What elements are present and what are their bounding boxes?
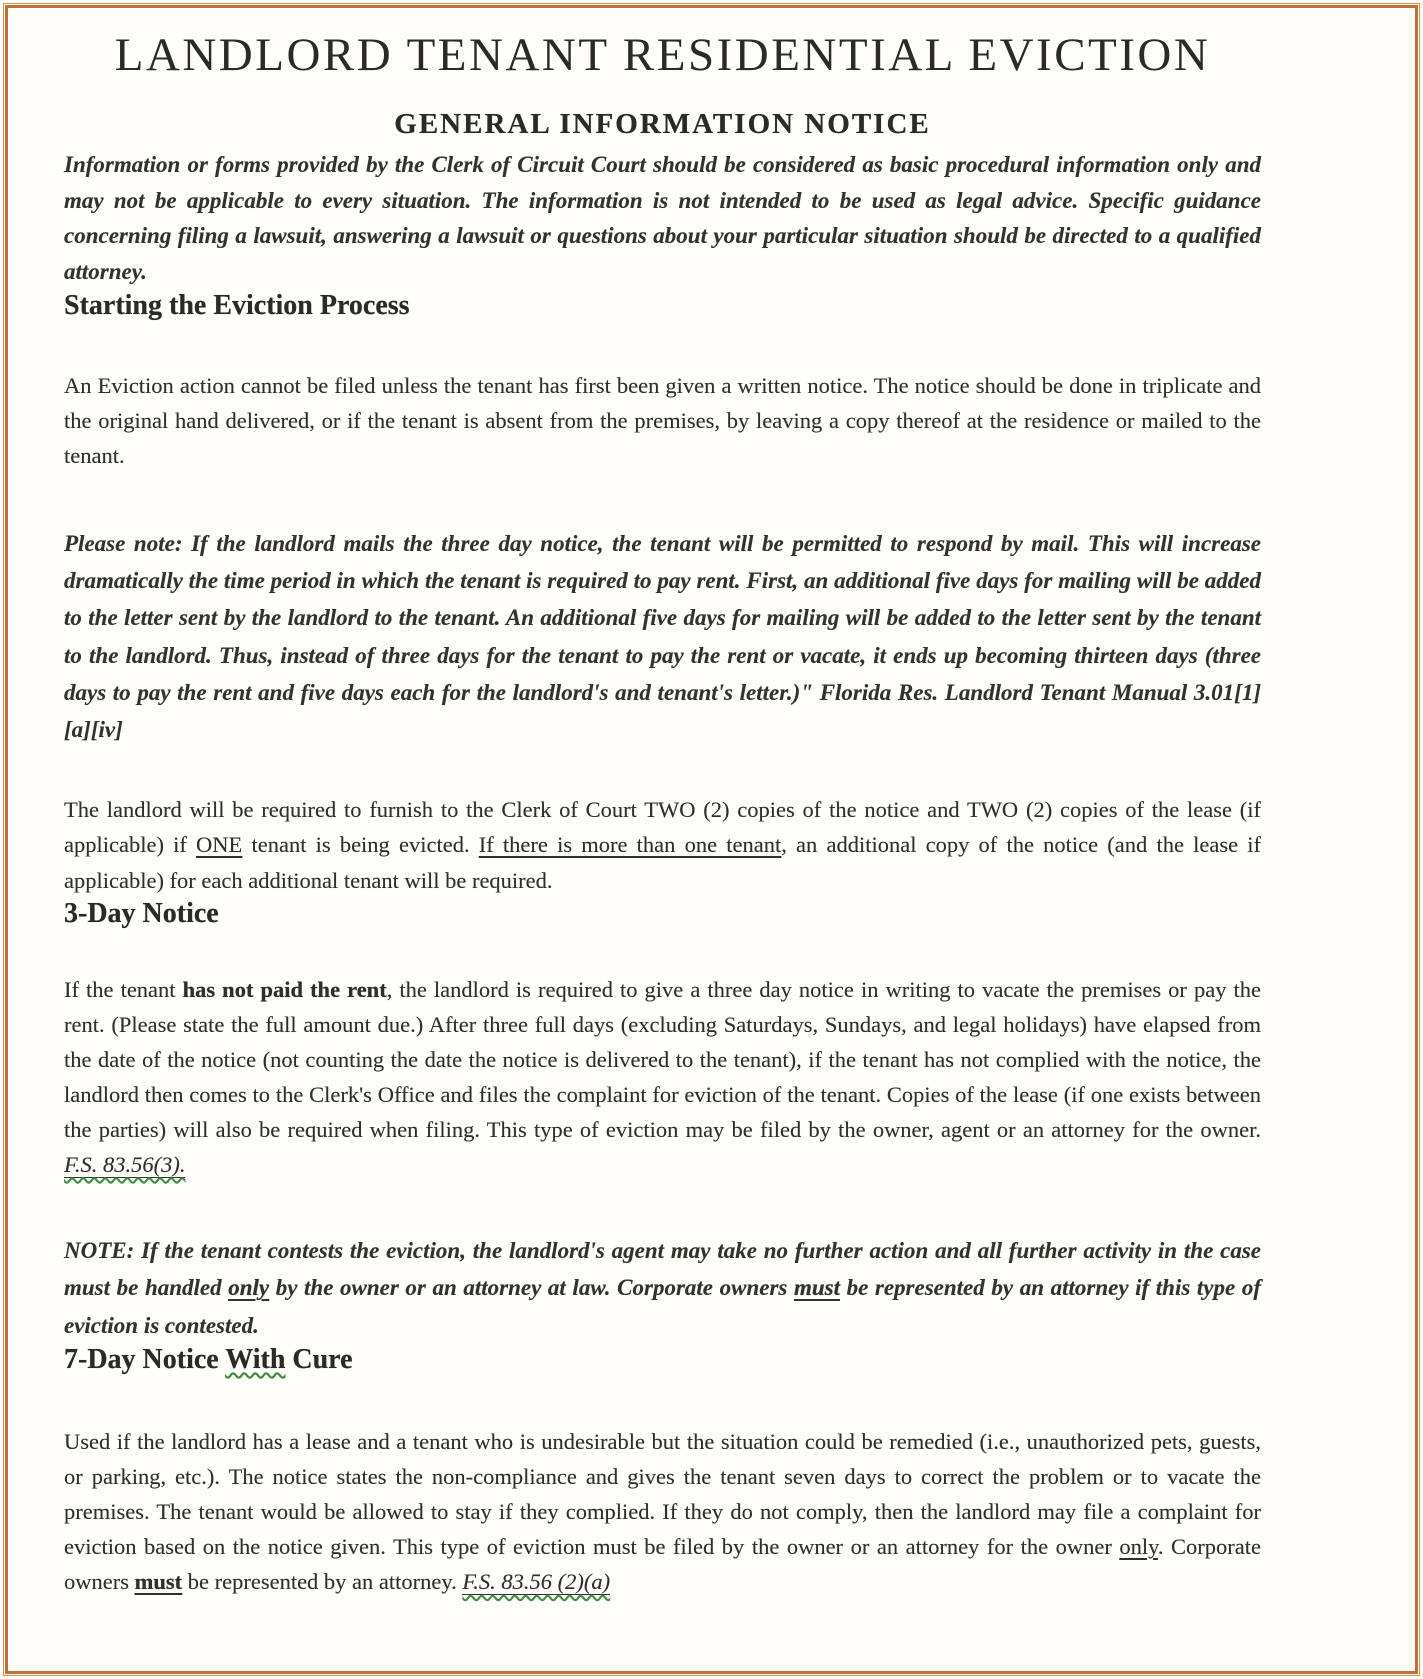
text-run: NOTE: If the tenant contests the eviction, the landlord's agent may take no further action and all further activity in the case must be handled (64, 1238, 1261, 1301)
text-run: 7-Day Notice (64, 1343, 226, 1375)
clerk-copies-paragraph (64, 792, 1261, 897)
text-run-grammar-check: With (225, 1343, 286, 1375)
text-run-underlined: ONE (196, 832, 243, 858)
document-title: LANDLORD TENANT RESIDENTIAL EVICTION (114, 29, 1211, 81)
text-run: Used if the landlord has a lease and a tenant who is undesirable but the situation could be remedied (i.e., unauthorized pets, guests, or parking, etc.). The notice states the non-compliance and gives the tenant seven days to correct the problem or to vacate the premises. The tenant would be allowed to stay if they complied. If they do not comply, then the landlord may file a complaint for eviction based on the notice given. This type of eviction must be filed by the owner or an attorney for the owner (64, 1428, 1261, 1560)
section-heading-starting-eviction: Starting the Eviction Process (64, 289, 410, 321)
text-run: tenant is being evicted. (242, 832, 479, 858)
statute-reference: F.S. 83.56 (2)(a) (462, 1569, 611, 1595)
text-run: Cure (285, 1343, 353, 1375)
statute-reference: F.S. 83.56(3). (64, 1152, 186, 1178)
text-run: by the owner or an attorney at law. Corporate owners (269, 1275, 794, 1301)
text-run-bold-underlined: must (134, 1569, 183, 1595)
intro-disclaimer-paragraph: Information or forms provided by the Clerk of Circuit Court should be considered as basic procedural information only and may not be applicable to every situation. The information is not intended to be used as legal advice. Specific guidance concerning filing a lawsuit, answering a lawsuit or questions about your particular situation should be directed to a qualified attorney. (64, 152, 1261, 284)
text-run-bold-underlined: only (228, 1275, 270, 1301)
text-run: , the landlord is required to give a three day notice in writing to vacate the premises or pay the rent. (Please state the full amount due.) After three full days (excluding Saturdays, Sundays, and legal holidays) have elapsed from the date of the notice (not counting the date the notice is delivered to the tenant), if the tenant has not complied with the notice, the landlord then comes to the Clerk's Office and files the complaint for eviction of the tenant. Copies of the lease (if one exists between the parties) will also be required when filing. This type of eviction may be filed by the owner, agent or an attorney for the owner. (64, 976, 1261, 1142)
three-day-notice-paragraph (64, 972, 1261, 1183)
text-run: , an additional copy of the notice (and the lease if applicable) for each additional tenant will be required. (64, 832, 1262, 893)
starting-eviction-paragraph: An Eviction action cannot be filed unless the tenant has first been given a written notice. The notice should be done in triplicate and the original hand delivered, or if the tenant is absent from the premises, by leaving a copy thereof at the residence or mailed to the tenant. (64, 372, 1261, 468)
contest-note-paragraph (64, 1232, 1261, 1344)
text-run-underlined: only (1119, 1534, 1158, 1560)
text-run: . Corporate owners (64, 1534, 1262, 1595)
text-run-bold: has not paid the rent (182, 976, 387, 1002)
text-run-underlined: If there is more than one tenant (478, 832, 782, 858)
text-run: be represented by an attorney. (182, 1569, 463, 1595)
section-heading-3-day-notice: 3-Day Notice (64, 897, 219, 929)
text-run: If the tenant (64, 976, 183, 1002)
notice-subtitle: GENERAL INFORMATION NOTICE (394, 108, 931, 140)
text-run: The landlord will be required to furnish to the Clerk of Court TWO (2) copies of the notice and TWO (2) copies of the lease (if applicable) if (64, 797, 1261, 858)
please-note-paragraph: Please note: If the landlord mails the three day notice, the tenant will be permitted to respond by mail. This will increase dramatically the time period in which the tenant is required to pay rent. First, an additional five days for mailing will be added to the letter sent by the landlord to the tenant. An additional five days for mailing will be added to the letter sent by the tenant to the landlord. Thus, instead of three days for the tenant to pay the rent or vacate, it ends up becoming thirteen days (three days to pay the rent and five days each for the landlord's and tenant's letter.)" Florida Res. Landlord Tenant Manual 3.01[1][a][iv] (64, 530, 1261, 743)
text-run: be represented by an attorney if this type of eviction is contested. (64, 1275, 1261, 1338)
section-heading-7-day-notice (64, 1344, 1261, 1376)
seven-day-notice-paragraph (64, 1424, 1261, 1599)
text-run-bold-underlined: must (793, 1275, 840, 1301)
